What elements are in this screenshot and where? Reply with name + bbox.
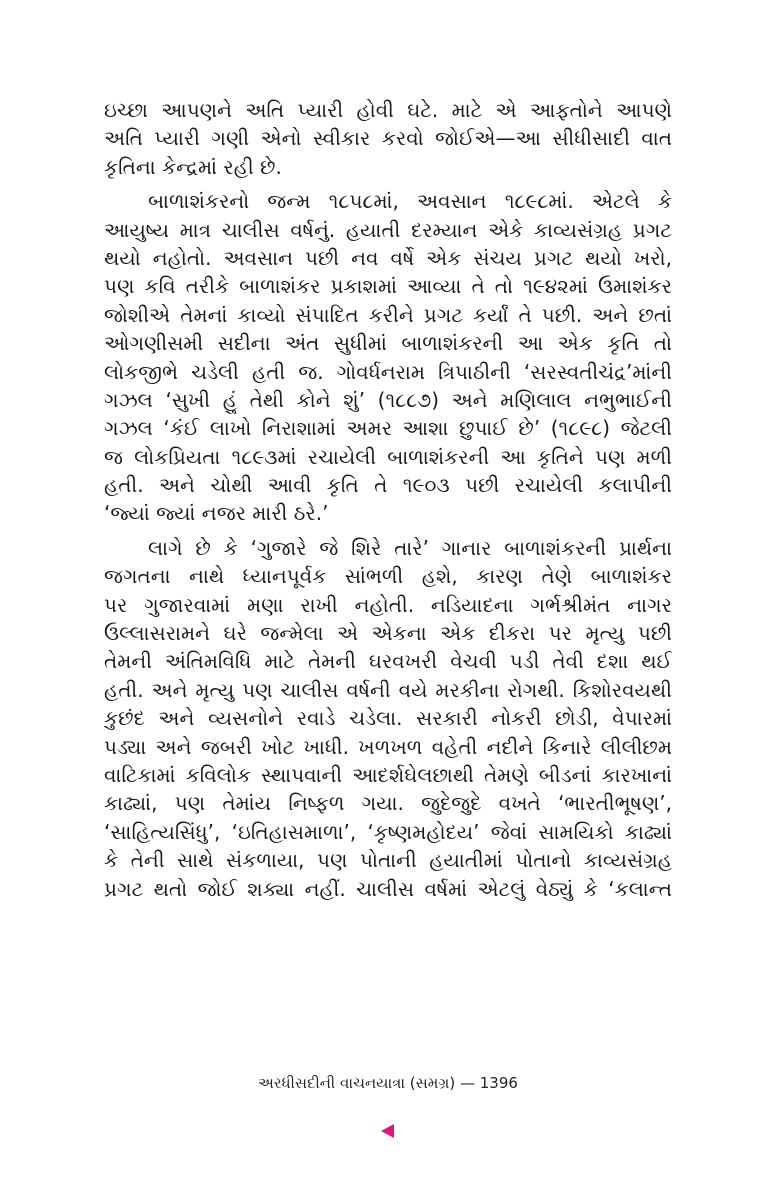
- text-line: કાઢ્યાં, પણ તેમાંય નિષ્ફળ ગયા. જુદેજુદે વખતે ‘ભારતીભૂષણ’,: [104, 791, 672, 816]
- paragraph: [104, 534, 672, 903]
- text-line: જોશીએ તેમનાં કાવ્યો સંપાદિત કરીને પ્રગટ કર્યાં તે પછી. અને છતાં: [104, 302, 672, 327]
- text-line: પ્રગટ થતો જોઈ શક્યા નહીં. ચાલીસ વર્ષમાં એટલું વેઠ્યું કે ‘કલાન્ત: [104, 876, 672, 901]
- text-line: અતિ પ્યારી ગણી એનો સ્વીકાર કરવો જોઈએ—આ સીધીસાદી વાત: [104, 126, 672, 151]
- text-line: ઉલ્લાસરામને ઘરે જન્મેલા એ એકના એક દીકરા પર મૃત્યુ પછી: [104, 621, 672, 646]
- text-line: હતી. અને મૃત્યુ પણ ચાલીસ વર્ષની વયે મરકીના રોગથી. કિશોરવયથી: [104, 677, 672, 702]
- footer-separator: —: [459, 1074, 475, 1092]
- text-line: ગઝલ ‘સુખી હું તેથી કોને શું’ (૧૮૮૭) અને મણિલાલ નભુભાઈની: [104, 387, 672, 412]
- footer-page-number: 1396: [479, 1074, 518, 1092]
- footer-book-title: અરધીસદીની વાચનયાત્રા (સમગ્ર): [258, 1074, 456, 1092]
- text-line: પડ્યા અને જબરી ખોટ ખાધી. ખળખળ વહેતી નદીને કિનારે લીલીછમ: [104, 734, 672, 759]
- text-line: પણ કવિ તરીકે બાળાશંકર પ્રકાશમાં આવ્યા તે તો ૧૯૪૨માં ઉમાશંકર: [104, 274, 672, 299]
- previous-page-icon[interactable]: [381, 1124, 394, 1138]
- paragraph: [104, 96, 672, 181]
- text-line: વાટિકામાં કવિલોક સ્થાપવાની આદર્શઘેલછાથી તેમણે બીડનાં કારખાનાં: [104, 762, 672, 787]
- text-line: આયુષ્ય માત્ર ચાલીસ વર્ષનું. હયાતી દરમ્યાન એકે કાવ્યસંગ્રહ પ્રગટ: [104, 217, 672, 242]
- text-line: હતી. અને ચોથી આવી કૃતિ તે ૧૯૦૩ પછી રચાયેલી કલાપીની: [104, 473, 672, 498]
- body-text: [104, 96, 672, 903]
- text-line: બાળાશંકરનો જન્મ ૧૮૫૮માં, અવસાન ૧૮૯૮માં. એટલે કે: [148, 189, 672, 214]
- text-line: તેમની અંતિમવિધિ માટે તેમની ઘરવખરી વેચવી પડી તેવી દશા થઈ: [104, 649, 672, 674]
- text-line: ‘જ્યાં જ્યાં નજર મારી ઠરે.’: [104, 501, 329, 526]
- text-line: જ લોકપ્રિયતા ૧૮૯૩માં રચાયેલી બાળાશંકરની આ કૃતિને પણ મળી: [104, 444, 672, 469]
- text-line: કે તેની સાથે સંકળાયા, પણ પોતાની હયાતીમાં પોતાનો કાવ્યસંગ્રહ: [104, 848, 672, 873]
- text-line: ગઝલ ‘કંઈ લાખો નિરાશામાં અમર આશા છુપાઈ છે’ (૧૮૯૮) જેટલી: [104, 416, 672, 441]
- paragraph: [104, 187, 672, 528]
- text-line: ઇચ્છા આપણને અતિ પ્યારી હોવી ઘટે. માટે એ આફતોને આપણે: [104, 98, 672, 122]
- text-line: લાગે છે કે ‘ગુજારે જે શિરે તારે’ ગાનાર બાળાશંકરની પ્રાર્થના: [148, 535, 672, 560]
- text-line: ઓગણીસમી સદીના અંત સુધીમાં બાળાશંકરની આ એક કૃતિ તો: [104, 331, 672, 356]
- text-line: કૃતિના કેન્દ્રમાં રહી છે.: [104, 154, 282, 179]
- text-line: પર ગુજારવામાં મણા રાખી નહોતી. નડિયાદના ગર્ભશ્રીમંત નાગર: [104, 592, 672, 617]
- text-line: ‘સાહિત્યસિંધુ’, ‘ઇતિહાસમાળા’, ‘કૃષ્ણમહોદય’ જેવાં સામયિકો કાઢ્યાં: [104, 819, 672, 844]
- page-footer: [0, 1074, 776, 1092]
- text-line: થયો નહોતો. અવસાન પછી નવ વર્ષે એક સંચય પ્રગટ થયો ખરો,: [104, 245, 672, 270]
- text-line: કુછંદ અને વ્યસનોને રવાડે ચડેલા. સરકારી નોકરી છોડી, વેપારમાં: [104, 706, 672, 731]
- text-line: જગતના નાથે ધ્યાનપૂર્વક સાંભળી હશે, કારણ તેણે બાળાશંકર: [104, 564, 672, 589]
- text-line: લોકજીભે ચડેલી હતી જ. ગોવર્ધનરામ ત્રિપાઠીની ‘સરસ્વતીચંદ્ર’માંની: [104, 359, 672, 384]
